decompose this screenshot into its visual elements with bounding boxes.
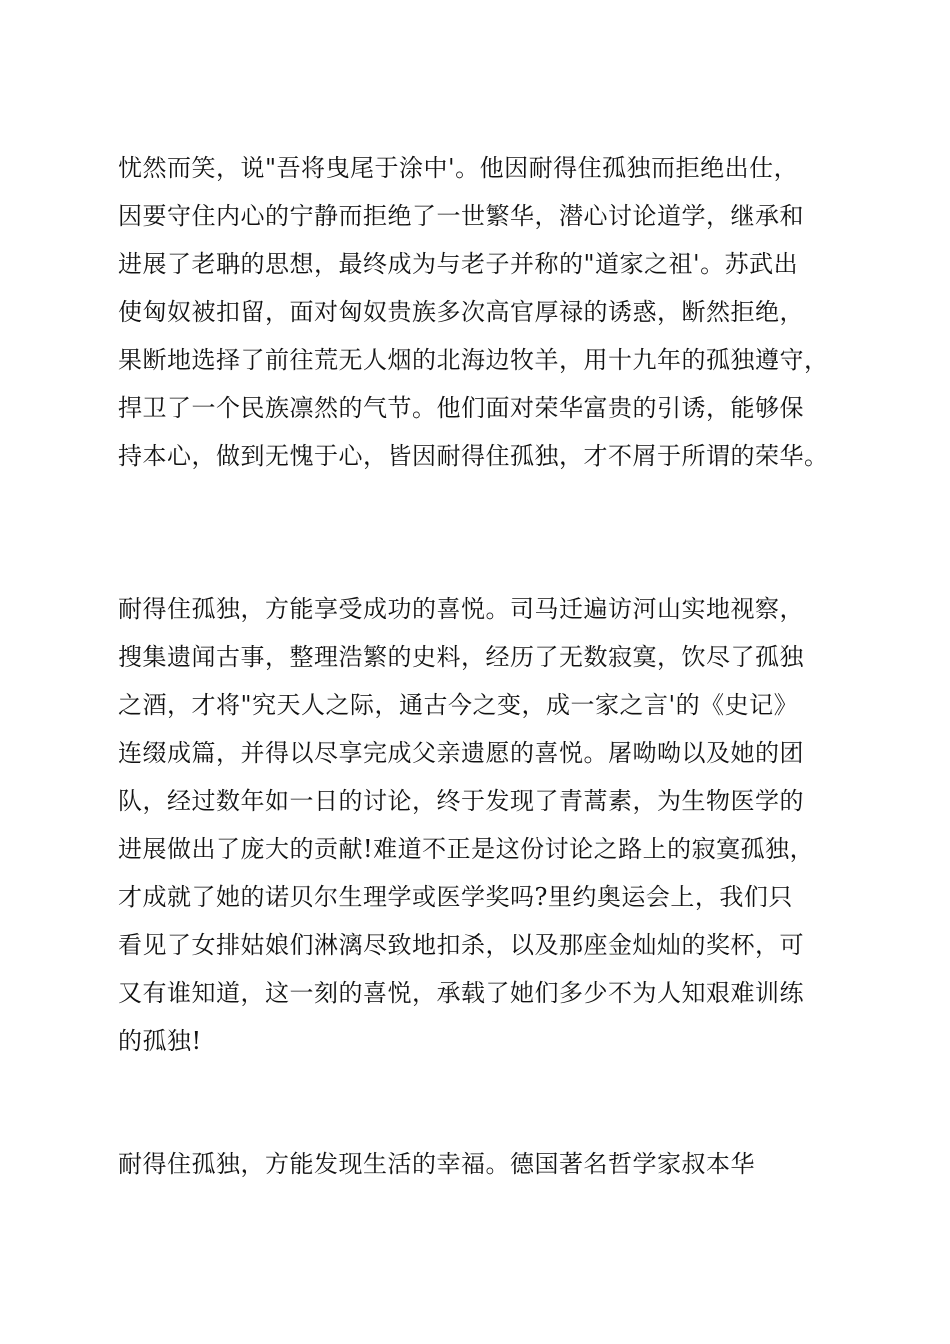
text-line: 果断地选择了前往荒无人烟的北海边牧羊，用十九年的孤独遵守，	[118, 346, 829, 374]
text-line: 搜集遗闻古事，整理浩繁的史料，经历了无数寂寞，饮尽了孤独	[118, 643, 804, 671]
text-line: 连缀成篇，并得以尽享完成父亲遗愿的喜悦。屠呦呦以及她的团	[118, 739, 804, 767]
text-line: 之酒，才将"究天人之际，通古今之变，成一家之言'的《史记》	[118, 691, 799, 719]
paragraph-life-happiness	[118, 1140, 898, 1188]
text-line: 使匈奴被扣留，面对匈奴贵族多次高官厚禄的诱惑，断然拒绝，	[118, 298, 804, 326]
text-line: 持本心，做到无愧于心，皆因耐得住孤独，才不屑于所谓的荣华。	[118, 442, 829, 470]
paragraph-zhuangzi-suwu	[118, 144, 898, 480]
text-line: 忧然而笑，说"吾将曳尾于涂中'。他因耐得住孤独而拒绝出仕，	[118, 154, 799, 182]
text-line: 捍卫了一个民族凛然的气节。他们面对荣华富贵的引诱，能够保	[118, 394, 804, 422]
text-line: 看见了女排姑娘们淋漓尽致地扣杀，以及那座金灿灿的奖杯，可	[118, 931, 804, 959]
paragraph-success-joy	[118, 585, 898, 1065]
text-line: 的孤独!	[118, 1027, 202, 1055]
text-line: 才成就了她的诺贝尔生理学或医学奖吗?里约奥运会上，我们只	[118, 883, 793, 911]
text-line: 因要守住内心的宁静而拒绝了一世繁华，潜心讨论道学，继承和	[118, 202, 804, 230]
text-line: 耐得住孤独，方能发现生活的幸福。德国著名哲学家叔本华	[118, 1150, 755, 1178]
text-line: 队，经过数年如一日的讨论，终于发现了青蒿素，为生物医学的	[118, 787, 804, 815]
text-line: 耐得住孤独，方能享受成功的喜悦。司马迁遍访河山实地视察，	[118, 595, 804, 623]
text-line: 进展做出了庞大的贡献!难道不正是这份讨论之路上的寂寞孤独，	[118, 835, 815, 863]
text-line: 又有谁知道，这一刻的喜悦，承载了她们多少不为人知艰难训练	[118, 979, 804, 1007]
text-line: 进展了老聃的思想，最终成为与老子并称的"道家之祖'。苏武出	[118, 250, 799, 278]
